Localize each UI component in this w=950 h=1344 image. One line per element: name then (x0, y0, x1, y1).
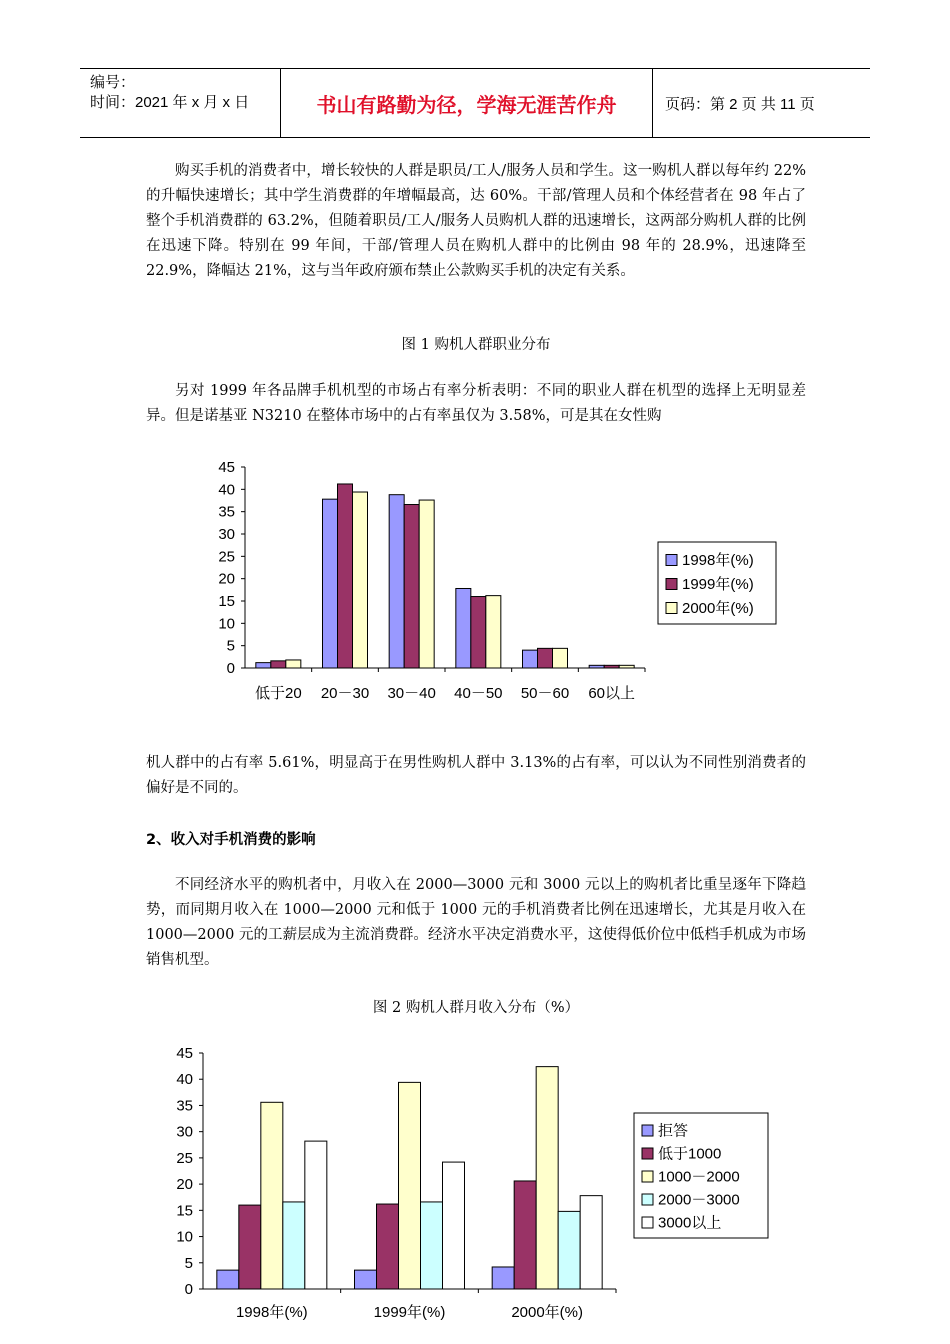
legend-swatch (666, 579, 677, 590)
bar (305, 1141, 327, 1289)
legend-label: 1998年(%) (682, 552, 754, 569)
page-header (80, 68, 870, 138)
bar (283, 1202, 305, 1289)
paragraph-gender-preference: 机人群中的占有率 5.61%，明显高于在男性购机人群中 3.13%的占有率，可以认为不同性别消费者的偏好是不同的。 (146, 755, 806, 796)
legend-label: 低于1000 (658, 1145, 722, 1163)
bar (580, 1196, 602, 1289)
x-tick-label: 1999年(%) (373, 1304, 446, 1321)
bar (217, 1270, 239, 1289)
legend-swatch (666, 555, 677, 566)
bar (589, 665, 604, 668)
bar (355, 1270, 377, 1289)
x-tick-label: 60以上 (588, 685, 636, 702)
y-tick-label: 45 (218, 459, 235, 476)
bar (604, 665, 619, 668)
header-motto: 书山有路勤为径，学海无涯苦作舟 (280, 69, 653, 137)
legend-swatch (642, 1125, 653, 1136)
chart-income-distribution (0, 1034, 950, 1344)
bar (404, 505, 419, 668)
y-tick-label: 10 (176, 1228, 193, 1246)
bar (558, 1211, 580, 1289)
bar (619, 665, 634, 668)
legend-label: 1999年(%) (682, 576, 754, 593)
bar (323, 499, 338, 668)
legend-label: 2000－3000 (658, 1191, 740, 1209)
y-tick-label: 5 (184, 1254, 193, 1272)
y-tick-label: 40 (176, 1071, 193, 1089)
bar (523, 650, 538, 668)
y-tick-label: 35 (218, 503, 235, 521)
legend-swatch (642, 1148, 653, 1159)
bar (261, 1102, 283, 1289)
legend-label: 1000－2000 (658, 1168, 740, 1186)
chart-occupation-age (0, 440, 950, 730)
y-tick-label: 20 (218, 570, 235, 588)
header-meta (80, 69, 280, 137)
bar (471, 597, 486, 668)
bar (419, 500, 434, 668)
y-tick-label: 10 (218, 615, 235, 633)
bar (538, 648, 553, 668)
x-tick-label: 低于20 (254, 685, 302, 702)
y-tick-label: 5 (226, 637, 235, 655)
x-tick-label: 20－30 (320, 685, 370, 702)
section-heading-income: 2、收入对手机消费的影响 (146, 832, 316, 848)
legend-swatch (642, 1171, 653, 1182)
y-tick-label: 0 (184, 1281, 193, 1298)
legend-label: 拒答 (658, 1122, 689, 1140)
y-tick-label: 25 (218, 548, 235, 566)
page-number: 页码：第 2 页 共 11 页 (665, 95, 815, 113)
x-tick-label: 1998年(%) (235, 1304, 308, 1321)
x-tick-label: 30－40 (387, 685, 436, 702)
legend-swatch (642, 1194, 653, 1205)
y-tick-label: 40 (218, 481, 235, 499)
y-tick-label: 30 (218, 526, 235, 543)
bar (553, 648, 568, 668)
y-tick-label: 0 (226, 660, 235, 677)
y-tick-label: 45 (176, 1045, 193, 1062)
bar (421, 1202, 443, 1289)
bar (286, 660, 301, 668)
bar (536, 1067, 558, 1289)
y-tick-label: 20 (176, 1176, 193, 1194)
legend-label: 2000年(%) (682, 600, 754, 617)
bar (514, 1181, 536, 1289)
x-tick-label: 40－50 (454, 685, 503, 702)
paragraph-brand-share: 另对 1999 年各品牌手机机型的市场占有率分析表明：不同的职业人群在机型的选择上无明显差异。但是诺基亚 N3210 在整体市场中的占有率虽仅为 3.58%，可是其在女性购 (146, 383, 806, 424)
bar (443, 1162, 465, 1289)
paragraph-occupation: 购买手机的消费者中，增长较快的人群是职员/工人/服务人员和学生。这一购机人群以每年约 22%的升幅快速增长；其中学生消费群的年增幅最高，达 60%。干部/管理人员和个体经营者在 98 年占了整个手机消费群的 63.2%，但随着职员/工人/服务人员购机人群的迅速增长，这两部分购机人群的比例在迅速下降。特别在 99 年间，干部/管理人员在购机人群中的比例由 98 年的 28.9%，迅速降至 22.9%，降幅达 21%，这与当年政府颁布禁止公款购买手机的决定有关系。 (146, 163, 806, 279)
y-tick-label: 35 (176, 1097, 193, 1115)
bar (492, 1267, 514, 1289)
document-number-label: 编号： (90, 74, 136, 91)
y-tick-label: 15 (176, 1202, 193, 1220)
x-tick-label: 2000年(%) (511, 1304, 584, 1321)
bar (456, 588, 471, 668)
bar (338, 484, 353, 668)
bar (256, 663, 271, 668)
legend-label: 3000以上 (658, 1214, 722, 1232)
bar (271, 661, 286, 668)
document-date: 时间：2021 年 x 月 x 日 (90, 94, 250, 111)
paragraph-income: 不同经济水平的购机者中，月收入在 2000—3000 元和 3000 元以上的购机者比重呈逐年下降趋势，而同期月收入在 1000—2000 元和低于 1000 元的手机消费者比例在迅速增长，尤其是月收入在 1000—2000 元的工薪层成为主流消费群。经济水平决定消费水平，这使得低价位中低档手机成为市场销售机型。 (146, 877, 806, 968)
legend-swatch (642, 1217, 653, 1228)
y-tick-label: 30 (176, 1123, 193, 1141)
bar (353, 492, 368, 668)
bar (377, 1204, 399, 1289)
figure2-caption: 图 2 购机人群月收入分布（%） (372, 1000, 580, 1016)
bar (486, 596, 501, 668)
bar (239, 1205, 261, 1289)
bar (399, 1082, 421, 1289)
legend-swatch (666, 603, 677, 614)
y-tick-label: 15 (218, 593, 235, 610)
bar (389, 495, 404, 668)
y-tick-label: 25 (176, 1149, 193, 1167)
figure1-caption: 图 1 购机人群职业分布 (401, 337, 551, 353)
x-tick-label: 50－60 (520, 685, 570, 702)
